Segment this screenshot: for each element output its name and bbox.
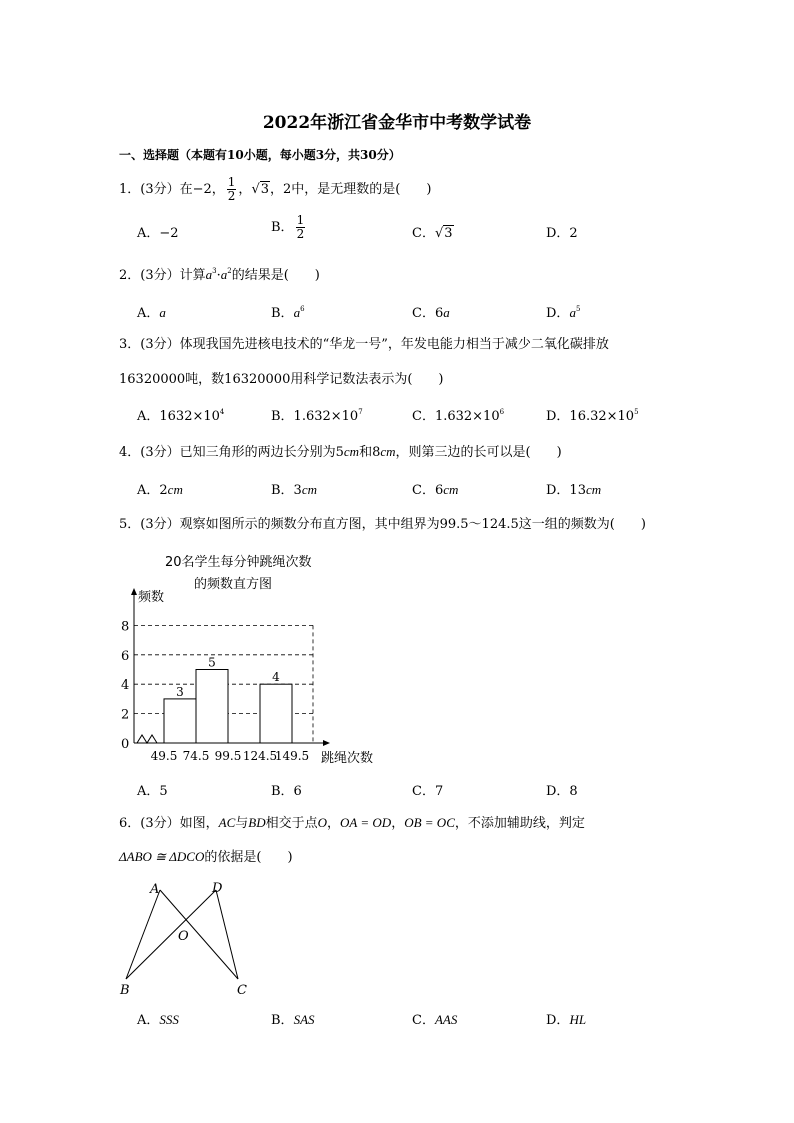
q2-option-d[interactable]: D．$a^5$ [546, 305, 581, 321]
page-title: 2022年浙江省金华市中考数学试卷 [262, 113, 532, 133]
y-tick-label: 6 [121, 648, 130, 664]
histogram-bar [164, 699, 196, 743]
y-ticks [121, 619, 129, 752]
bar-value-label: 3 [176, 684, 184, 699]
x-tick-label: 149.5 [274, 749, 310, 763]
axis-break-zigzag [137, 735, 157, 743]
bars [164, 656, 292, 744]
q4-option-b[interactable]: B．3cm [271, 482, 317, 498]
question-6-line-2: ΔABO ≅ ΔDCO的依据是( ) [119, 849, 293, 865]
q4-option-c[interactable]: C．6cm [412, 482, 459, 498]
segment-ab [126, 890, 160, 979]
x-tick-label: 74.5 [182, 749, 210, 763]
histogram-bar [196, 670, 228, 744]
q1-stem-start: 1．(3分）在−2， [119, 182, 225, 197]
chart-subtitle: 的频数直方图 [194, 577, 273, 592]
y-axis-label: 频数 [138, 590, 165, 605]
q5-option-c[interactable]: C．7 [412, 784, 444, 799]
x-tick-label: 124.5 [242, 749, 278, 763]
question-1: 1．(3分）在−2， $\frac{1}{2}$ ，√3，2中，是无理数的是( ) [119, 175, 432, 203]
q2-option-a[interactable]: A．a [137, 305, 166, 321]
y-tick-label: 0 [121, 737, 130, 752]
point-c-label: C [237, 983, 247, 998]
bar-value-label: 4 [272, 670, 280, 685]
question-3-line-2: 16320000吨，数16320000用科学记数法表示为( ) [119, 372, 444, 387]
q6-option-b[interactable]: B．SAS [271, 1012, 315, 1028]
q1-sqrt: √3 [251, 182, 270, 197]
question-6-line-1: 6．(3分）如图，AC与BD相交于点O，OA = OD，OB = OC，不添加辅助线，判定 [119, 815, 585, 831]
q1-option-a[interactable]: A．−2 [137, 226, 179, 241]
q3-option-d[interactable]: D．$16.32\times 10^5$ [546, 408, 639, 424]
point-d-label: D [212, 881, 223, 896]
q6-option-c[interactable]: C．AAS [412, 1012, 458, 1028]
q2-option-b[interactable]: B．$a^6$ [271, 305, 305, 321]
q5-option-d[interactable]: D．8 [546, 784, 578, 799]
segment-bd [126, 890, 216, 979]
x-ticks [151, 749, 310, 763]
point-a-label: A [150, 882, 160, 897]
y-tick-label: 2 [121, 707, 130, 723]
point-o-label: O [178, 929, 189, 944]
q6-option-d[interactable]: D．HL [546, 1012, 587, 1028]
q1-fraction: $\frac{1}{2}$ [227, 175, 236, 203]
histogram-bar [260, 684, 292, 743]
q3-option-b[interactable]: B．$1.632\times 10^7$ [271, 408, 363, 424]
q3-option-c[interactable]: C．$1.632\times 10^6$ [412, 408, 505, 424]
q2-option-c[interactable]: C．6a [412, 305, 450, 321]
q1-option-c[interactable]: C．√3 [412, 226, 453, 241]
q6-option-a[interactable]: A．SSS [137, 1012, 179, 1028]
x-tick-label: 49.5 [150, 749, 178, 763]
q3-option-a[interactable]: A．$1632\times 10^4$ [137, 408, 225, 424]
bar-value-label: 5 [208, 655, 216, 670]
q1-option-d[interactable]: D．2 [546, 226, 578, 241]
y-tick-label: 8 [121, 619, 130, 635]
q1-option-b[interactable]: B． $\frac{1}{2}$ [271, 213, 305, 241]
x-axis-label: 跳绳次数 [321, 751, 374, 766]
section-heading: 一、选择题（本题有10小题，每小题3分，共30分） [119, 148, 401, 162]
q4-option-a[interactable]: A．2cm [137, 482, 183, 498]
question-2: 2．(3分）计算$a^3\cdot a^2$的结果是( ) [119, 267, 320, 283]
y-tick-label: 4 [121, 678, 130, 694]
point-b-label: B [120, 983, 130, 998]
question-5: 5．(3分）观察如图所示的频数分布直方图，其中组界为99.5～124.5这一组的频数为( ) [119, 517, 646, 532]
chart-title: 20名学生每分钟跳绳次数 [165, 555, 312, 570]
q5-option-b[interactable]: B．6 [271, 784, 302, 799]
x-tick-label: 99.5 [214, 749, 242, 763]
q5-option-a[interactable]: A．5 [137, 784, 168, 799]
q1-stem-end: ，2中，是无理数的是( ) [270, 182, 432, 197]
question-4: 4．(3分）已知三角形的两边长分别为5cm和8cm，则第三边的长可以是( ) [119, 444, 562, 460]
histogram-chart [115, 585, 395, 770]
q4-option-d[interactable]: D．13cm [546, 482, 602, 498]
triangle-figure [112, 876, 257, 1001]
question-3-line-1: 3．(3分）体现我国先进核电技术的“华龙一号”，年发电能力相当于减少二氧化碳排放 [119, 337, 609, 352]
segment-dc [216, 890, 238, 979]
